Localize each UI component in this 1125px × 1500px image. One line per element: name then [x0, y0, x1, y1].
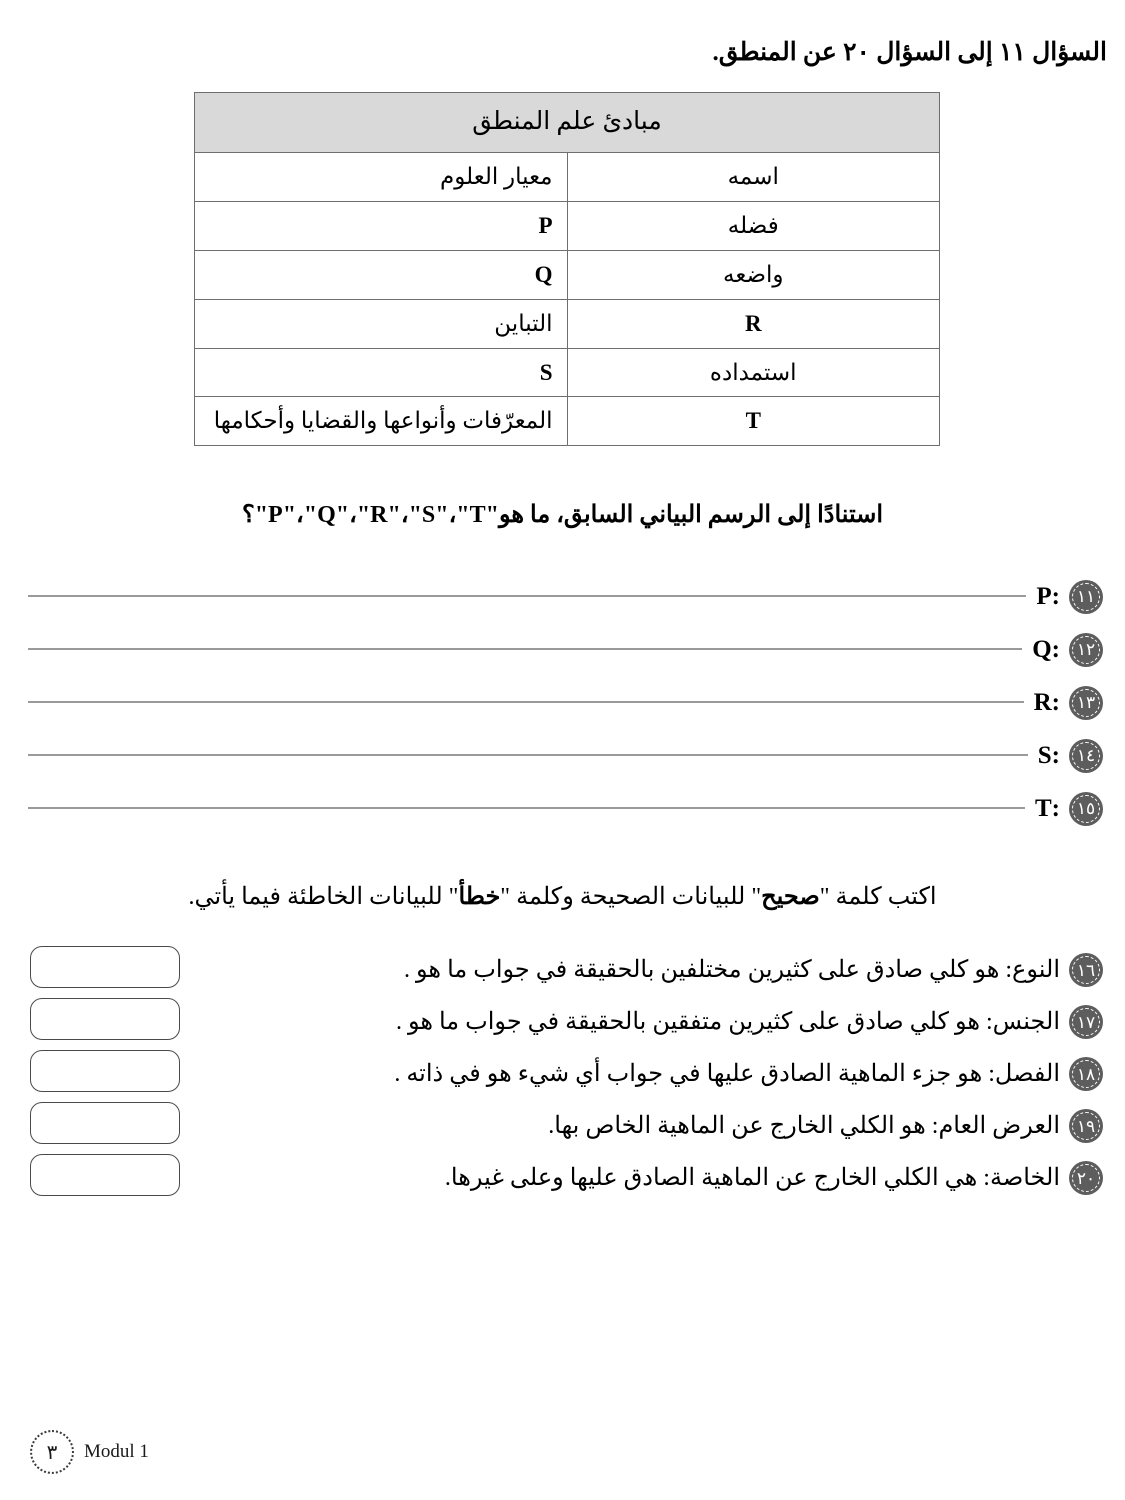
table-cell-key: استمداده — [567, 348, 940, 397]
answer-box[interactable] — [30, 1154, 180, 1196]
module-label: Modul 1 — [84, 1441, 149, 1462]
instruction-suffix: " للبيانات الخاطئة فيما يأتي. — [188, 884, 459, 910]
answer-slot-label: :S — [1037, 741, 1060, 769]
table-row — [195, 348, 940, 397]
table-cell-key: R — [567, 299, 940, 348]
logic-principles-table — [194, 92, 940, 446]
question-number-text: ١٢ — [1076, 640, 1096, 659]
answer-line-row[interactable] — [0, 676, 1125, 729]
question-number-badge — [1069, 1161, 1103, 1195]
question-number-text: ١٣ — [1076, 693, 1096, 712]
question-number-text: ١١ — [1076, 587, 1096, 606]
question-number-text: ١٩ — [1076, 1116, 1096, 1136]
answer-line-row[interactable] — [0, 729, 1125, 782]
table-cell-key: اسمه — [567, 153, 940, 202]
answer-line-row[interactable] — [0, 782, 1125, 835]
page-footer — [30, 1430, 149, 1474]
table-row — [195, 153, 940, 202]
answer-boxes-group — [30, 946, 180, 1206]
answer-slot-label: :P — [1036, 582, 1060, 610]
answer-write-line[interactable] — [28, 701, 1024, 703]
question-number-text: ٢٠ — [1076, 1168, 1096, 1188]
answer-write-line[interactable] — [28, 754, 1028, 756]
question-prompt-text: استنادًا إلى الرسم البياني السابق، ما هو"P"،"Q"،"R"،"S"،"T"؟ — [241, 502, 884, 528]
answer-slot-label: :R — [1033, 688, 1060, 716]
question-number-badge — [1069, 792, 1103, 826]
answer-box[interactable] — [30, 998, 180, 1040]
page-number-circle — [30, 1430, 74, 1474]
statement-text: النوع: هو كلي صادق على كثيرين مختلفين بالحقيقة في جواب ما هو . — [404, 957, 1060, 983]
statement-text: الجنس: هو كلي صادق على كثيرين متفقين بالحقيقة في جواب ما هو . — [395, 1009, 1060, 1035]
table-row — [195, 201, 940, 250]
question-number-badge — [1069, 953, 1103, 987]
page-number-text: ٣ — [46, 1441, 58, 1464]
statement-text: العرض العام: هو الكلي الخارج عن الماهية الخاص بها. — [548, 1113, 1060, 1139]
table-cell-value: معيار العلوم — [195, 153, 568, 202]
true-false-instruction — [18, 882, 1107, 911]
statement-text: الخاصة: هي الكلي الخارج عن الماهية الصادق عليها وعلى غيرها. — [444, 1165, 1060, 1191]
table-cell-value: المعرّفات وأنواعها والقضايا وأحكامها — [195, 397, 568, 446]
table-head — [195, 93, 940, 153]
table-row — [195, 250, 940, 299]
answer-lines-group — [0, 570, 1125, 835]
instruction-middle: " للبيانات الصحيحة وكلمة " — [500, 884, 762, 910]
answer-write-line[interactable] — [28, 595, 1026, 597]
question-number-badge — [1069, 1109, 1103, 1143]
section-intro-text: السؤال ١١ إلى السؤال ٢٠ عن المنطق. — [712, 39, 1107, 66]
question-number-badge — [1069, 1005, 1103, 1039]
question-number-badge — [1069, 633, 1103, 667]
instruction-true-word: صحيح — [761, 884, 820, 910]
answer-line-row[interactable] — [0, 570, 1125, 623]
table-cell-value: التباين — [195, 299, 568, 348]
table-row — [195, 299, 940, 348]
table-row — [195, 397, 940, 446]
question-number-text: ١٦ — [1076, 960, 1096, 980]
answer-box[interactable] — [30, 1102, 180, 1144]
table-cell-value: Q — [195, 250, 568, 299]
question-number-text: ١٤ — [1076, 746, 1096, 765]
answer-box[interactable] — [30, 946, 180, 988]
statement-text: الفصل: هو جزء الماهية الصادق عليها في جواب أي شيء هو في ذاته . — [394, 1061, 1060, 1087]
table-header-row — [195, 93, 940, 153]
question-number-badge — [1069, 1057, 1103, 1091]
table-cell-key: واضعه — [567, 250, 940, 299]
table-cell-value: S — [195, 348, 568, 397]
answer-line-row[interactable] — [0, 623, 1125, 676]
question-number-badge — [1069, 686, 1103, 720]
answer-box[interactable] — [30, 1050, 180, 1092]
question-number-text: ١٧ — [1076, 1012, 1096, 1032]
answer-write-line[interactable] — [28, 807, 1025, 809]
table-body — [195, 153, 940, 446]
table-cell-value: P — [195, 201, 568, 250]
question-number-badge — [1069, 580, 1103, 614]
answer-slot-label: :Q — [1032, 635, 1060, 663]
instruction-false-word: خطأ — [458, 884, 501, 910]
answer-write-line[interactable] — [28, 648, 1022, 650]
table-cell-key: T — [567, 397, 940, 446]
table-cell-key: فضله — [567, 201, 940, 250]
question-number-text: ١٨ — [1076, 1064, 1096, 1084]
table-header-title: مبادئ علم المنطق — [195, 93, 940, 153]
answer-slot-label: :T — [1034, 794, 1060, 822]
instruction-prefix: اكتب كلمة " — [819, 884, 937, 910]
question-number-badge — [1069, 739, 1103, 773]
question-number-text: ١٥ — [1076, 799, 1096, 818]
